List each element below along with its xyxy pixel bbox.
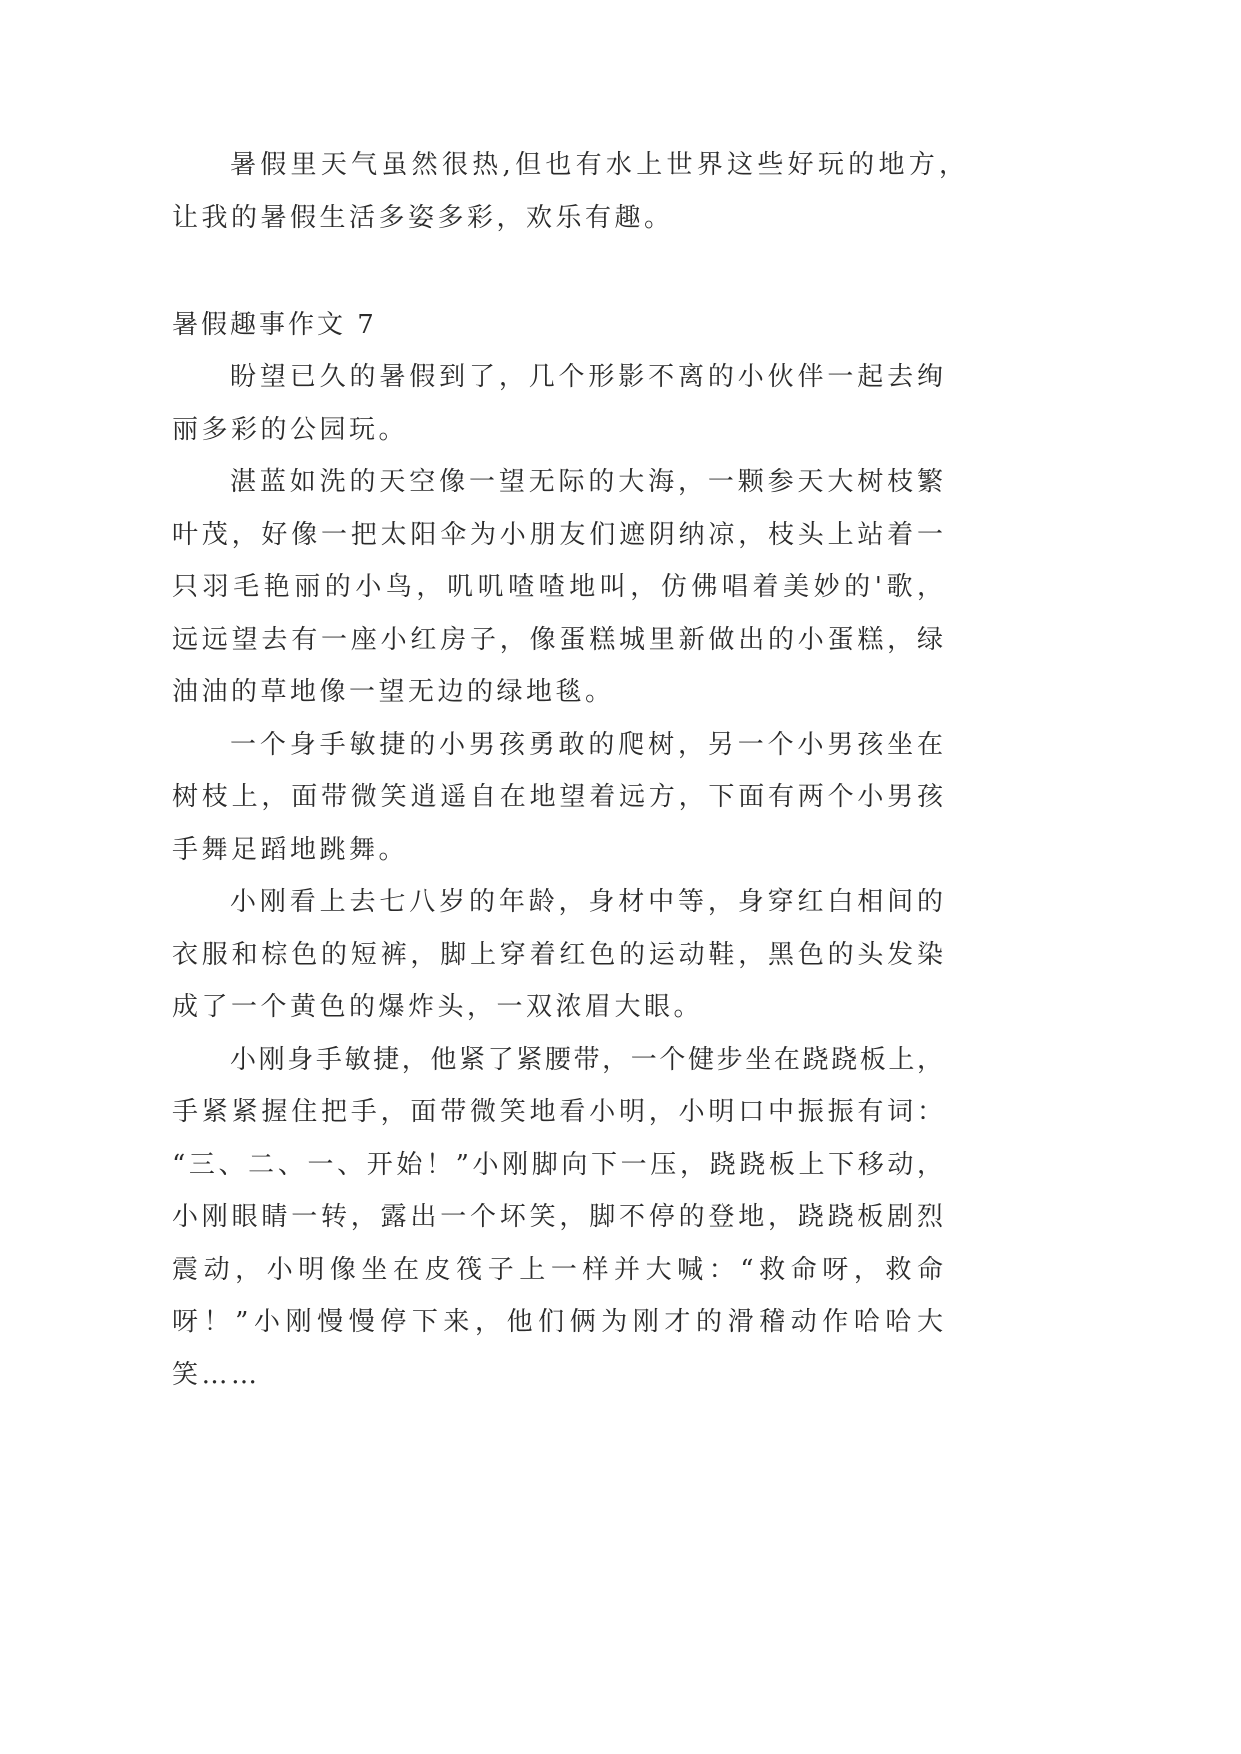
text-line: 暑假里天气虽然很热,但也有水上世界这些好玩的地方， xyxy=(230,150,966,180)
text-line: “三、二、一、开始！”小刚脚向下一压，跷跷板上下移动， xyxy=(172,1149,944,1180)
text-line: 手紧紧握住把手，面带微笑地看小明，小明口中振振有词： xyxy=(172,1097,944,1127)
text-line: 远远望去有一座小红房子，像蛋糕城里新做出的小蛋糕，绿 xyxy=(172,624,944,655)
text-line: 树枝上，面带微笑逍遥自在地望着远方，下面有两个小男孩 xyxy=(172,782,944,812)
text-line: 手舞足蹈地跳舞。 xyxy=(172,834,409,865)
text-line: 小刚眼睛一转，露出一个坏笑，脚不停的登地，跷跷板剧烈 xyxy=(172,1202,944,1232)
text-line: 震动，小明像坐在皮筏子上一样并大喊：“救命呀，救命 xyxy=(172,1254,944,1285)
text-line: 油油的草地像一望无边的绿地毯。 xyxy=(172,677,615,707)
text-line: 呀！”小刚慢慢停下来，他们俩为刚才的滑稽动作哈哈大 xyxy=(172,1307,944,1337)
text-line: 一个身手敏捷的小男孩勇敢的爬树，另一个小男孩坐在 xyxy=(230,729,944,760)
text-line: 让我的暑假生活多姿多彩，欢乐有趣。 xyxy=(172,202,674,233)
text-line: 衣服和棕色的短裤，脚上穿着红色的运动鞋，黑色的头发染 xyxy=(172,939,944,970)
heading-text: 暑假趣事作文 7 xyxy=(172,309,377,340)
text-line: 小刚看上去七八岁的年龄，身材中等，身穿红白相间的 xyxy=(230,887,944,917)
text-line: 湛蓝如洗的天空像一望无际的大海，一颗参天大树枝繁 xyxy=(230,467,944,497)
text-line: 小刚身手敏捷，他紧了紧腰带，一个健步坐在跷跷板上， xyxy=(230,1044,944,1075)
text-line: 丽多彩的公园玩。 xyxy=(172,414,409,445)
text-line: 成了一个黄色的爆炸头，一双浓眉大眼。 xyxy=(172,992,704,1022)
text-line: 盼望已久的暑假到了，几个形影不离的小伙伴一起去绚 xyxy=(230,362,944,392)
text-line: 笑…… xyxy=(172,1359,261,1390)
text-line: 叶茂，好像一把太阳伞为小朋友们遮阴纳凉，枝头上站着一 xyxy=(172,519,944,550)
text-line: 只羽毛艳丽的小鸟，叽叽喳喳地叫，仿佛唱着美妙的'歌， xyxy=(172,572,944,602)
